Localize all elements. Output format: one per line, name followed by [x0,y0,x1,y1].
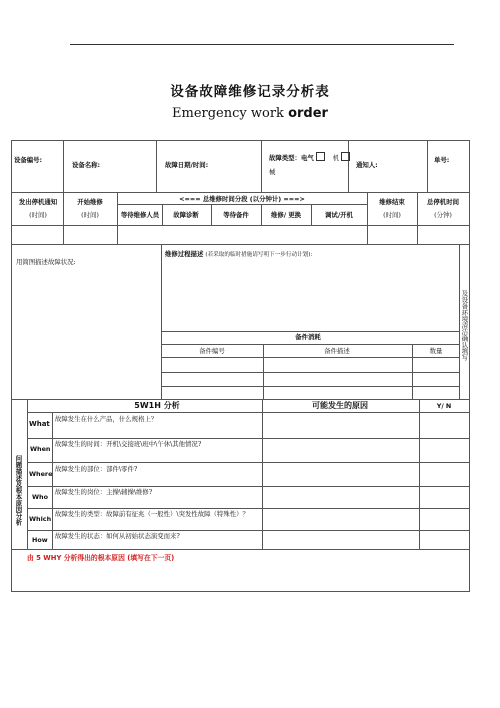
parts-title: 备件消耗 [295,333,321,341]
top-rule [70,44,454,45]
segment-wait-staff: 等待维修人员 [120,211,160,219]
subtitle-plain: Emergency work [172,106,289,121]
electrical-checkbox[interactable] [316,152,325,161]
q-what-text: 故障发生在什么产品，什么规格上？ [55,415,158,423]
process-label [165,251,312,259]
parts-col-desc: 备件描述 [324,347,350,355]
total-stop-label: 总停机时间 [427,198,459,206]
process-title: 维修过程描述 [165,250,204,258]
parts-col-no: 备件编号 [199,347,225,355]
parts-col-qty: 数量 [429,347,443,355]
notifier-label: 通知人: [356,161,378,169]
mechanical-checkbox[interactable] [341,152,350,161]
order-no-label: 单号: [434,156,450,164]
q-where: Where [29,470,53,478]
q-how-text: 故障发生的状态：如何从初始状态演变而来? [55,532,180,540]
mech-prefix: 机 [332,154,340,162]
col-yn: Y/ N [436,402,452,410]
repair-end-sub: (时间) [383,211,401,219]
phenomenon-label: 用简图描述故障状况: [16,258,76,266]
fault-datetime-label: 故障日期/时间: [165,161,209,169]
fault-type-text: 故障类型：电气 [269,154,314,162]
mech-suffix: 械 [269,168,276,176]
segment-header: <=== 总维修时间分段 (以分钟计) ===> [179,195,305,203]
stop-notify-sub: (时间) [29,211,47,219]
page-title: 设备故障维修记录分析表 [170,84,330,100]
q-who: Who [32,493,48,501]
col-5w1h: 5W1H 分析 [134,401,180,410]
segment-diagnosis: 故障诊断 [173,211,199,219]
q-when-text: 故障发生的时间：开机\交接班\班中\午休\其他情况? [55,440,202,448]
start-repair-label: 开始维修 [77,198,103,206]
process-note: (若采取的临时措施请写明下一步行动计划): [205,252,313,258]
start-repair-sub: (时间) [81,211,99,219]
total-stop-sub: (分钟) [434,211,452,219]
page-subtitle [0,106,500,121]
root-cause-note: 由 5 WHY 分析得出的根本原因 (填写在下一页) [27,554,175,562]
side-note: 及设备环境清洁确认填写 [460,290,469,361]
segment-repair: 维修/ 更换 [270,211,302,219]
col-cause: 可能发生的原因 [312,401,368,410]
subtitle-bold: order [288,106,328,121]
q-which: Which [29,515,52,523]
q-how: How [32,536,48,544]
q-which-text: 故障发生的类型：故障前有征兆（一般性）\突发性故障（特殊性）？ [55,510,249,518]
q-who-text: 故障发生的岗位：主操\辅操\维修? [55,488,153,496]
q-what: What [29,420,50,428]
repair-end-label: 维修结束 [379,198,405,206]
q-where-text: 故障发生的部位：部件\零件? [55,465,138,473]
fault-type-label [269,152,350,161]
analysis-side-label: 问题描述及根本原因分析 [14,455,23,526]
equipment-name-label: 设备名称: [72,161,101,169]
segment-commission: 调试/开机 [325,211,353,219]
stop-notify-label: 发出停机通知 [18,198,58,206]
equipment-no-label: 设备编号: [14,156,43,164]
segment-wait-parts: 等待备件 [223,211,249,219]
q-when: When [30,445,51,453]
